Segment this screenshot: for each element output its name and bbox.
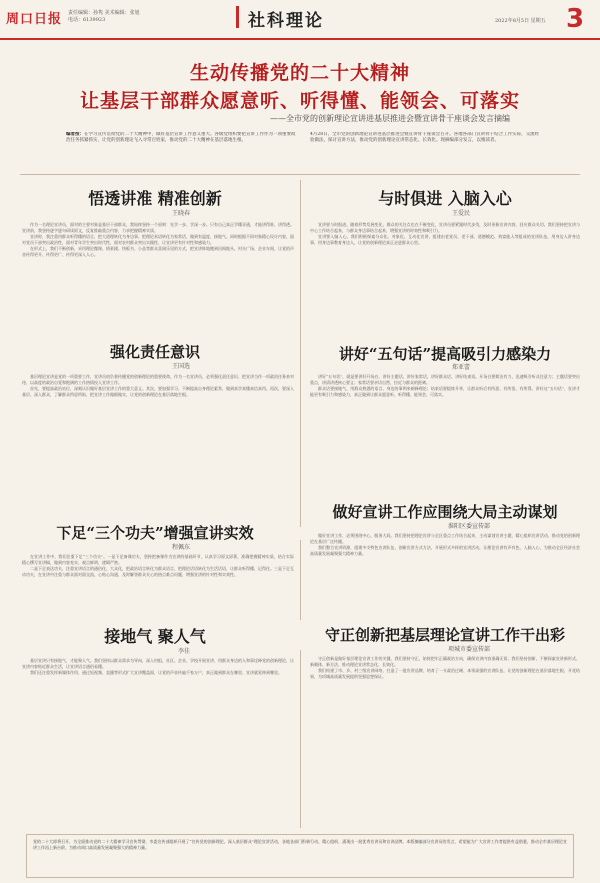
article-byline: 王爱民 [451,210,470,217]
article-paragraph: 基层宣讲只有接地气，才能聚人气。我们坚持以群众需求为导向，深入村组、社区、企业、学校开展宣讲，用群众身边的人和事诠释党的创新理论，让宣讲内容贴近群众生活，让宣讲语言通俗易懂。 [22,658,294,669]
article-paragraph: 我们还注重发挥新媒体作用，通过短视频、直播等形式扩大宣讲覆盖面，让党的声音传遍千家万户，真正做到群众在哪里、宣讲就延伸到哪里。 [30,670,282,675]
article-paragraph: 在宣讲工作中，我们注重下足“三个功夫”。一是下足备课功夫，坚持把备课作为宣讲的基础环节，认真学习原文原著，准确把握精神实质，结合实际精心撰写宣讲稿，做到内容充实、观点鲜明、逻辑严密。 [22,554,294,565]
article-byline: 郑亚蕾 [451,364,470,371]
intro-note: 4月28日，全市党的创新理论宣讲进基层推进会暨宣讲骨干座谈会召开。各地各部门宣讲骨干结合工作实际，交流经验做法，探讨宣讲方法，推动党的创新理论宣讲常态化、长效化。现摘编部分发言，以飨读者。 [310,132,540,143]
article-title: 强化责任意识 [109,343,200,361]
editor-note-label: 编者按： [66,132,84,137]
column-divider-mid [300,540,301,620]
article-paragraph: 在形式上，我们不断创新，采用理论微课、情景剧、快板书、小品等群众喜闻乐见的方式，把宣讲阵地搬到田间地头、村头广场、企业车间，让党的声音传得更开、传得更广、传得更深入人心。 [22,246,294,257]
article-byline: 王国选 [171,363,190,370]
article-paragraph: 基层理论宣讲是党的一项重要工作，宣讲员肩负着传播党的创新理论的重要使命。作为一名宣讲员，必须强化责任意识，把宣讲当作一项政治任务来对待，以高度的政治自觉和饱满的工作热情投入宣讲工作。 [22,374,294,385]
article-title: 下足“三个功夫”增强宣讲实效 [56,524,254,542]
article-paragraph: 我们构建了市、乡、村三级宣讲网络，打造了一批宣讲品牌，培育了一支政治过硬、本领高强的宣讲队伍，让党的创新理论在基层落地生根、开花结果，为项城高质量发展提供坚强思想保证。 [310,668,580,679]
main-headline-line1: 生动传播党的二十大精神 [189,62,410,84]
article-paragraph: 我们整合宣讲资源，组建多支特色宣讲队伍，创新宣讲方式方法，开展形式多样的宣讲活动，让理论宣讲有声有色、入脑入心，为推动全区经济社会高质量发展凝聚强大精神力量。 [310,545,580,556]
article-byline: 王晓春 [171,210,190,217]
masthead-rule [0,0,600,40]
editor-note-text: 在学习宣传贯彻党的二十大精神中，做好基层宣讲工作意义重大。各级党组织要把宣讲工作作为一项重要政治任务抓紧抓实，让党的创新理论飞入寻常百姓家，推动党的二十大精神在基层落地生根。 [66,132,296,143]
main-subheadline: ——全市党的创新理论宣讲进基层推进会暨宣讲骨干座谈会发言摘编 [270,114,510,123]
article-body [310,222,580,340]
article-body [310,656,580,824]
article-body [310,533,580,617]
article-title: 悟透讲准 精准创新 [88,189,222,208]
article-paragraph: 作为一名理论宣讲员，面对的主要对象是基层干部群众，我始终坚持一个原则：先学一步、学深一步。只有自己真正学懂弄通，才能讲得准、讲得透。宣讲前，我坚持逐字逐句研读原文，反复推敲重点内容，力求把握精神实质。 [22,222,294,233]
article-title: 讲好“五句话”提高吸引力感染力 [338,345,552,363]
divider-top [20,174,580,175]
article-paragraph: 首先，要提高政治站位，深刻认识做好基层宣讲工作的重大意义。其次，要加强学习，不断提高自身理论素养，做到真学真懂真信真用。再次，要深入基层、深入群众，了解群众所思所盼，把宣讲工作做细做实，让党的创新理论在基层落地生根。 [22,386,294,397]
article-title: 接地气 聚人气 [104,627,206,646]
article-paragraph: 做好宣讲工作，必须围绕中心、服务大局。我们坚持把理论宣讲与全区重点工作结合起来，主动谋划宣讲主题，精心组织宣讲活动，推动党的创新理论在基层广泛传播。 [310,533,580,544]
issue-date: 2022年8月5日 星期五 [495,18,546,24]
article-byline: 李佳 [177,648,190,655]
footer-note-text: 党的二十大即将召开，为全面推动党的二十大精神学习宣传贯彻，市委宣传部组织开展了“宣传党的创新理论、深入基层群众”理论宣讲活动，各地各部门积极行动、精心组织，涌现出一批优秀宣讲员和宣讲品牌。本版摘编部分宣讲员的发言，希望能为广大宣讲工作者提供有益借鉴，推动全市基层理论宣讲工作再上新台阶，为推动周口高质量发展凝聚强大的精神力量。 [33,839,567,850]
article-paragraph: 宣讲要与时俱进。随着形势发展变化，群众的关注点也在不断变化，宣讲员要紧跟时代步伐，及时更新宣讲内容，回应群众关切。我们坚持把宣讲与中心工作结合起来，与群众身边事结合起来，增强宣讲的时效性和吸引力。 [310,222,580,233]
article-body [22,658,294,824]
article-paragraph: 群众话要接地气，用群众熟悉的语言、身边的事例来阐释理论；结束语要提炼升华，让群众听后有所思、有所悟、有所得。讲好这“五句话”，宣讲才能更有吸引力和感染力，真正做到让群众愿意听、听得懂、能领会、可落实。 [310,386,580,397]
article-byline: 项城市委宣传部 [447,646,490,653]
column-divider-lower [300,650,301,828]
article-body [310,374,580,498]
article-body [22,222,294,334]
article-body [22,374,294,518]
main-headline-line2: 让基层干部群众愿意听、听得懂、能领会、可落实 [79,90,520,112]
article-title: 守正创新把基层理论宣讲工作干出彩 [324,626,565,644]
phone-line: 电话：6139923 [68,17,106,23]
editor-line: 责任编辑：孙隽 美术编辑：张旭 [68,10,140,16]
article-paragraph: 宣讲时，我注重用群众听得懂的语言，把大道理转化为身边事，把理论术语转化为家常话，做到有温度、接地气。同时根据不同对象精心设计内容，面对党员干部突出政治性，面对青年学生突出时代性，面对农村群众突出实践性，让宣讲更有针对性和感染力。 [22,234,294,245]
article-title: 做好宣讲工作应围绕大局主动谋划 [332,503,558,521]
newspaper-logo: 周口日报 [6,12,63,27]
article-title: 与时俱进 入脑入心 [378,189,512,208]
section-name: 社科理论 [248,11,324,31]
article-body [22,554,294,618]
editor-note [66,132,298,170]
article-byline: 程佩东 [171,544,190,551]
article-paragraph: 二是下足表达功夫，注重宣讲语言的通俗化、大众化，把政治语言转化为群众语言，把理论话语转化为生活话语，让群众听得懂、记得住。三是下足互动功夫，在宣讲中注重与群众面对面交流、心贴心沟通，及时解答群众关心的热点难点问题，增强宣讲的针对性和实效性。 [22,566,294,577]
page-number: 3 [566,4,585,34]
article-byline: 淮阳区委宣传部 [447,523,490,530]
column-divider-upper [300,180,301,527]
article-paragraph: 讲好“五句话”，就是要讲好开场白、讲好主题话、讲好家常话、讲好群众话、讲好结束语。开场白要简洁有力，迅速吸引听众注意力；主题话要突出重点，讲清讲透核心要义；家常话要亲切自然，拉近与群众的距离。 [310,374,580,385]
article-paragraph: 守正创新是做好基层理论宣讲工作的关键。我们坚持守正，始终把牢正确政治方向，确保宣讲内容准确无误；我们坚持创新，不断探索宣讲新形式、新载体、新方法，推动理论宣讲常态化、长效化。 [310,656,580,667]
footer-note-box [26,834,574,878]
article-paragraph: 宣讲要入脑入心。我们积极探索分众化、对象化、互动化宣讲，组建由老党员、老干部、道德模范、致富能人等组成的宣讲队伍，用身边人讲身边事，用身边事教育身边人，让党的创新理论真正走进群众心里。 [310,234,580,245]
